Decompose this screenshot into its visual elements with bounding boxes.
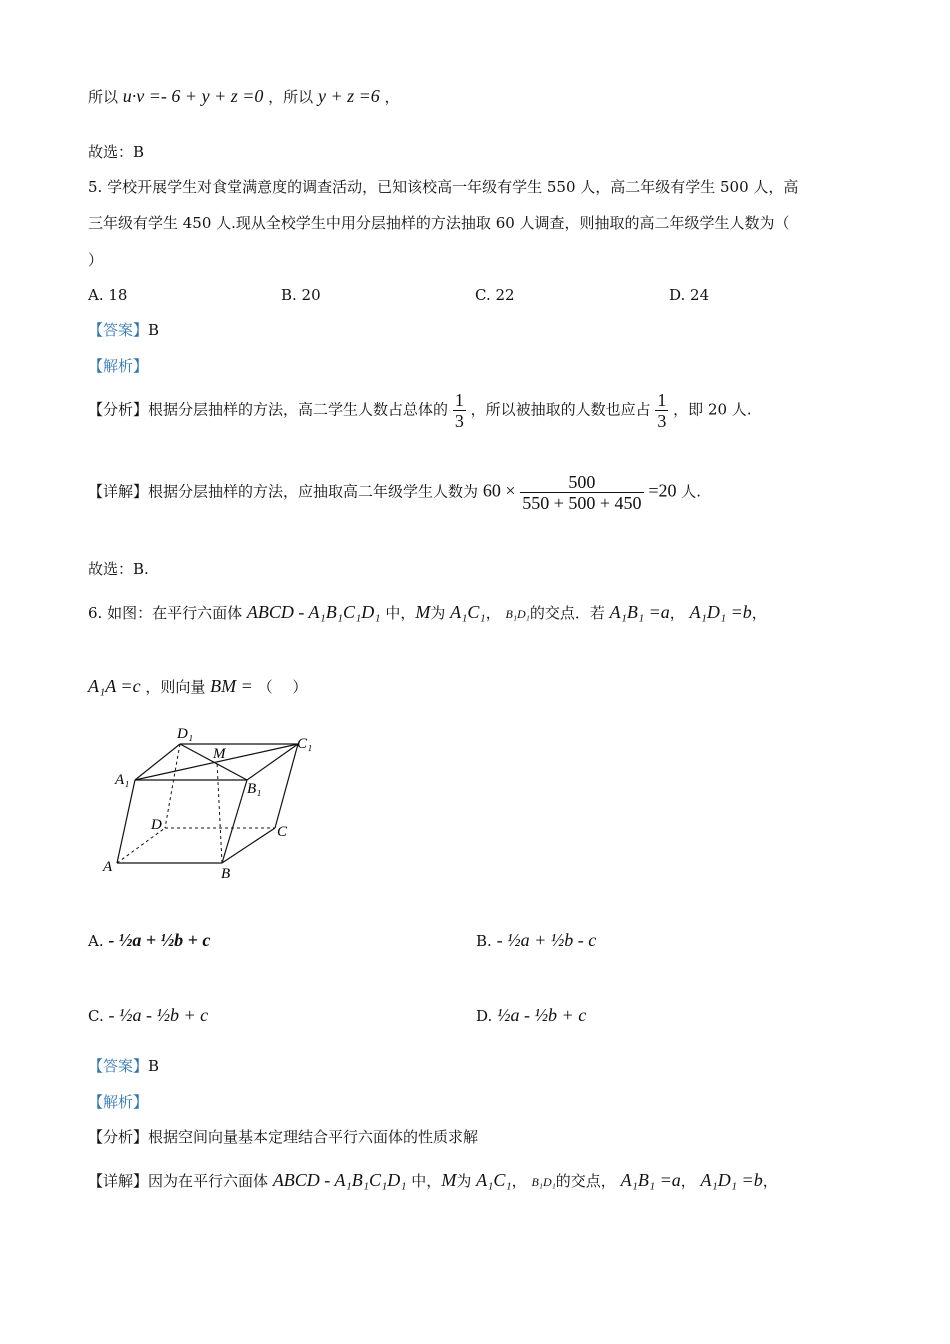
q5-jiexi-tag: 【解析】 xyxy=(88,357,149,375)
text-suoyi: 所以 xyxy=(88,88,119,106)
label-a1: A₁ xyxy=(115,772,130,788)
label-c: C xyxy=(277,824,288,840)
q5-option-b: B. 20 xyxy=(281,286,321,304)
q6-jiexi-tag: 【解析】 xyxy=(88,1093,149,1111)
label-b1: B₁ xyxy=(247,781,262,797)
result-line: 所以 u·v =- 6 + y + z =0 ，所以 y + z =6 ， xyxy=(88,86,400,106)
label-m: M xyxy=(213,746,226,762)
fraction-one-third-2: $\frac{1}{3}$ xyxy=(657,390,667,431)
fraction-one-third: $\frac{1}{3}$ xyxy=(454,390,464,431)
q5-detail: 【详解】根据分层抽样的方法，应抽取高二年级学生人数为 60 × $\frac{500}{550 + 500 + 450}$ =20 人. xyxy=(88,472,702,513)
q6-detail: 【详解】因为在平行六面体 ABCD - A₁B₁C₁D₁ 中，M为 A₁C₁， B₁D₁的交点， A₁B₁ =a， A₁D₁ =b， xyxy=(88,1170,778,1190)
label-b: B xyxy=(221,866,231,882)
text-suoyi-2: ，所以 xyxy=(268,88,314,106)
parallelepiped-name: ABCD - A₁B₁C₁D₁ xyxy=(246,602,381,622)
q5-option-c: C. 22 xyxy=(475,286,515,304)
analysis-tag: 【分析】 xyxy=(88,400,149,419)
vector-bm: BM = xyxy=(210,676,253,696)
answer-tag: 【答案】 xyxy=(88,321,149,339)
label-d1: D₁ xyxy=(177,726,194,742)
q5-stem-line2: 三年级有学生 450 人.现从全校学生中用分层抽样的方法抽取 60 人调查，则抽取的高二年级学生人数为（ xyxy=(88,214,790,232)
sampling-fraction: $\frac{500}{550 + 500 + 450}$ xyxy=(522,472,642,513)
q6-option-a: A. - ½a + ½b + c xyxy=(88,930,211,950)
q6-option-d: D. ½a - ½b + c xyxy=(476,1005,587,1025)
label-d: D xyxy=(151,817,162,833)
answer-value: B xyxy=(148,321,160,339)
parallelepiped-figure xyxy=(95,720,335,885)
q6-answer: 【答案】B xyxy=(88,1057,160,1075)
q6-stem-line1: 6. 如图：在平行六面体 ABCD - A₁B₁C₁D₁ 中，M为 A₁C₁， B₁D₁的交点．若 A₁B₁ =a， A₁D₁ =b， xyxy=(88,602,767,622)
q5-choice: 故选：B. xyxy=(88,560,149,578)
sum-equation: y + z =6 xyxy=(317,86,380,106)
label-c1: C₁ xyxy=(297,736,313,752)
dot-product-equation: u·v =- 6 + y + z =0 xyxy=(122,86,264,106)
q5-analysis: 【分析】根据分层抽样的方法，高二学生人数占总体的 $\frac{1}{3}$ ，所以被抽取的人数也应占 $\frac{1}{3}$ ，即 20 人. xyxy=(88,390,752,431)
prev-choice: 故选：B xyxy=(88,143,145,161)
q5-stem-line3: ） xyxy=(88,251,104,269)
vector-c-def: A₁A =c xyxy=(88,676,141,696)
q6-option-b: B. - ½a + ½b - c xyxy=(476,930,597,950)
vector-b-def: A₁D₁ =b xyxy=(689,602,752,622)
q5-option-d: D. 24 xyxy=(669,286,710,304)
label-a: A xyxy=(103,859,113,875)
q6-stem-line2: A₁A =c ，则向量 BM = （ ） xyxy=(88,676,308,696)
detail-tag: 【详解】 xyxy=(88,482,149,501)
q6-analysis: 【分析】根据空间向量基本定理结合平行六面体的性质求解 xyxy=(88,1128,479,1146)
q5-answer xyxy=(88,320,159,340)
q5-stem-line1: 5. 学校开展学生对食堂满意度的调查活动，已知该校高一年级有学生 550 人，高二年级有学生 500 人，高 xyxy=(88,178,799,196)
q5-option-a: A. 18 xyxy=(88,286,128,304)
q6-option-c: C. - ½a - ½b + c xyxy=(88,1005,209,1025)
vector-a-def: A₁B₁ =a xyxy=(609,602,670,622)
